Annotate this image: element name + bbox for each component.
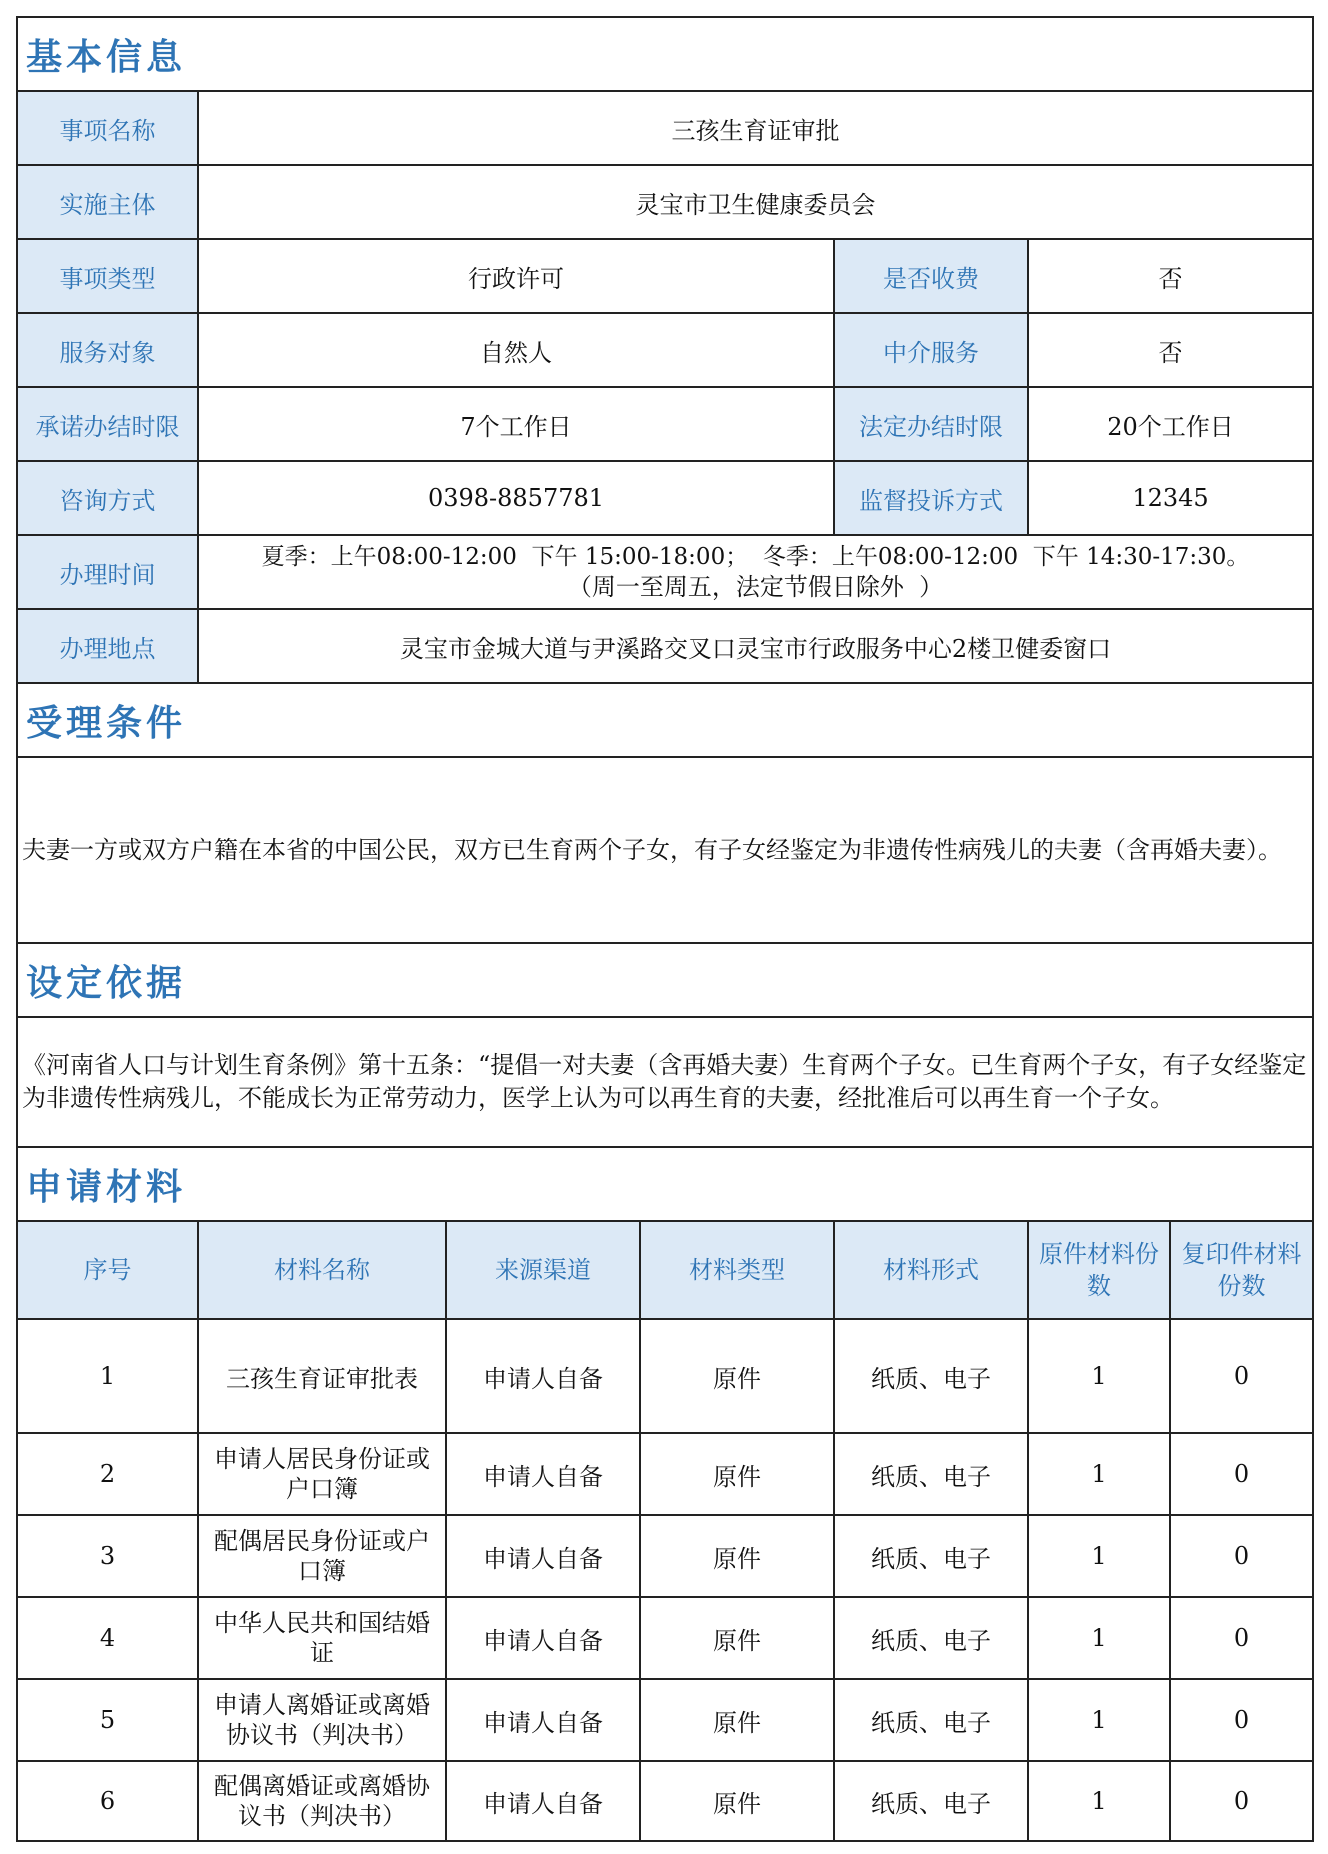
cell-source: 申请人自备: [446, 1319, 640, 1433]
cell-source: 申请人自备: [446, 1597, 640, 1679]
basis-text: 《河南省人口与计划生育条例》第十五条：“提倡一对夫妻（含再婚夫妻）生育两个子女。已生育两个子女，有子女经鉴定为非遗传性病残儿，不能成长为正常劳动力，医学上认为可以再生育的夫妻，经批准后可以再生育一个子女。: [17, 1017, 1313, 1147]
cell-copy-count: 0: [1170, 1679, 1313, 1761]
cell-original-count: 1: [1028, 1515, 1170, 1597]
cell-name: 申请人离婚证或离婚协议书（判决书）: [198, 1679, 446, 1761]
materials-header-original-count: 原件材料份数: [1028, 1221, 1170, 1319]
consult-label: 咨询方式: [17, 461, 198, 535]
cell-name: 申请人居民身份证或户口簿: [198, 1433, 446, 1515]
location-value: 灵宝市金城大道与尹溪路交叉口灵宝市行政服务中心2楼卫健委窗口: [198, 609, 1313, 683]
cell-copy-count: 0: [1170, 1761, 1313, 1841]
cell-name: 三孩生育证审批表: [198, 1319, 446, 1433]
cell-type: 原件: [640, 1761, 834, 1841]
target-value: 自然人: [198, 313, 834, 387]
intermediary-label: 中介服务: [834, 313, 1028, 387]
cell-original-count: 1: [1028, 1679, 1170, 1761]
conditions-text: 夫妻一方或双方户籍在本省的中国公民，双方已生育两个子女，有子女经鉴定为非遗传性病残儿的夫妻（含再婚夫妻）。: [17, 757, 1313, 943]
item-name-value: 三孩生育证审批: [198, 91, 1313, 165]
cell-index: 2: [17, 1433, 198, 1515]
agency-value: 灵宝市卫生健康委员会: [198, 165, 1313, 239]
cell-index: 3: [17, 1515, 198, 1597]
hours-line-1: 夏季：上午08:00-12:00 下午 15:00-18:00； 冬季：上午08:00-12:00 下午 14:30-17:30。: [261, 544, 1250, 570]
materials-header-copy-count: 复印件材料份数: [1170, 1221, 1313, 1319]
section-basis-title: 设定依据: [17, 943, 1313, 1017]
promised-limit-value: 7个工作日: [198, 387, 834, 461]
cell-original-count: 1: [1028, 1761, 1170, 1841]
section-materials-title: 申请材料: [17, 1147, 1313, 1221]
materials-header-index: 序号: [17, 1221, 198, 1319]
guide-table: [16, 16, 1314, 1842]
hours-label: 办理时间: [17, 535, 198, 609]
cell-index: 4: [17, 1597, 198, 1679]
cell-form: 纸质、电子: [834, 1433, 1028, 1515]
materials-header-form: 材料形式: [834, 1221, 1028, 1319]
target-label: 服务对象: [17, 313, 198, 387]
legal-limit-value: 20个工作日: [1028, 387, 1313, 461]
cell-original-count: 1: [1028, 1319, 1170, 1433]
table-row: [17, 1597, 1313, 1679]
cell-form: 纸质、电子: [834, 1515, 1028, 1597]
promised-limit-label: 承诺办结时限: [17, 387, 198, 461]
cell-name: 配偶居民身份证或户口簿: [198, 1515, 446, 1597]
cell-form: 纸质、电子: [834, 1679, 1028, 1761]
legal-limit-label: 法定办结时限: [834, 387, 1028, 461]
cell-original-count: 1: [1028, 1433, 1170, 1515]
agency-label: 实施主体: [17, 165, 198, 239]
cell-copy-count: 0: [1170, 1515, 1313, 1597]
consult-value: 0398-8857781: [198, 461, 834, 535]
section-conditions-title: 受理条件: [17, 683, 1313, 757]
item-name-label: 事项名称: [17, 91, 198, 165]
cell-copy-count: 0: [1170, 1433, 1313, 1515]
materials-header-name: 材料名称: [198, 1221, 446, 1319]
cell-copy-count: 0: [1170, 1319, 1313, 1433]
cell-copy-count: 0: [1170, 1597, 1313, 1679]
cell-name: 配偶离婚证或离婚协议书（判决书）: [198, 1761, 446, 1841]
table-row: [17, 1433, 1313, 1515]
location-label: 办理地点: [17, 609, 198, 683]
hours-value: [198, 535, 1313, 609]
cell-name: 中华人民共和国结婚证: [198, 1597, 446, 1679]
cell-index: 6: [17, 1761, 198, 1841]
fee-label: 是否收费: [834, 239, 1028, 313]
materials-header-source: 来源渠道: [446, 1221, 640, 1319]
cell-form: 纸质、电子: [834, 1761, 1028, 1841]
service-guide-sheet: [16, 16, 1312, 1842]
complaint-value: 12345: [1028, 461, 1313, 535]
cell-index: 5: [17, 1679, 198, 1761]
cell-type: 原件: [640, 1319, 834, 1433]
cell-index: 1: [17, 1319, 198, 1433]
section-basic-title: 基本信息: [17, 17, 1313, 91]
item-type-label: 事项类型: [17, 239, 198, 313]
cell-source: 申请人自备: [446, 1433, 640, 1515]
materials-header-row: [17, 1221, 1313, 1319]
table-row: [17, 1319, 1313, 1433]
cell-original-count: 1: [1028, 1597, 1170, 1679]
cell-type: 原件: [640, 1515, 834, 1597]
table-row: [17, 1761, 1313, 1841]
complaint-label: 监督投诉方式: [834, 461, 1028, 535]
item-type-value: 行政许可: [198, 239, 834, 313]
fee-value: 否: [1028, 239, 1313, 313]
materials-header-type: 材料类型: [640, 1221, 834, 1319]
cell-source: 申请人自备: [446, 1515, 640, 1597]
table-row: [17, 1679, 1313, 1761]
intermediary-value: 否: [1028, 313, 1313, 387]
cell-form: 纸质、电子: [834, 1319, 1028, 1433]
cell-source: 申请人自备: [446, 1679, 640, 1761]
cell-type: 原件: [640, 1597, 834, 1679]
cell-source: 申请人自备: [446, 1761, 640, 1841]
cell-type: 原件: [640, 1679, 834, 1761]
table-row: [17, 1515, 1313, 1597]
cell-form: 纸质、电子: [834, 1597, 1028, 1679]
cell-type: 原件: [640, 1433, 834, 1515]
hours-line-2: （周一至周五，法定节假日除外 ）: [567, 573, 944, 601]
